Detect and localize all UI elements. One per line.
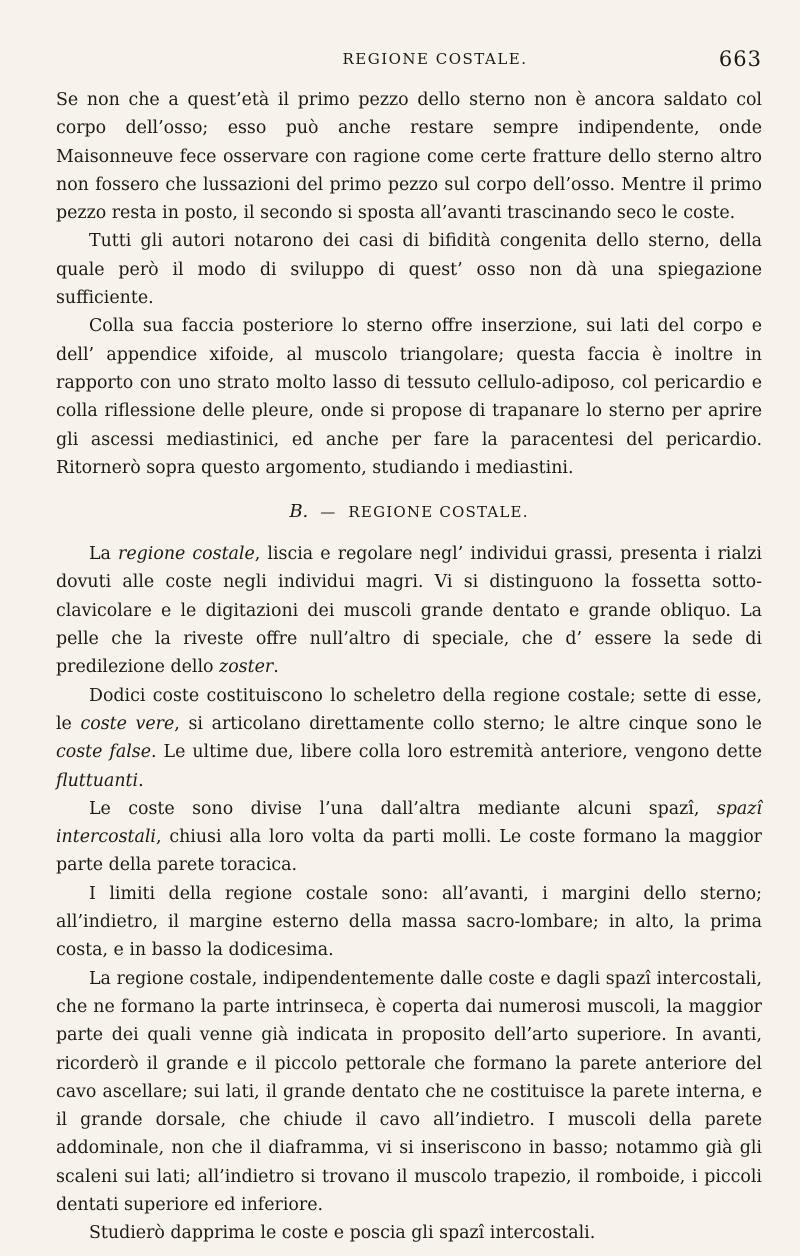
text-run: . xyxy=(138,770,144,791)
running-title: REGIONE COSTALE. xyxy=(342,50,528,68)
section-dash: — xyxy=(320,503,337,522)
paragraph-dodici-coste xyxy=(56,682,762,795)
section-letter: B. xyxy=(289,501,309,523)
paragraph-sternum-fractures: Se non che a quest’età il primo pezzo dello sterno non è ancora saldato col corpo dell’osso; esso può anche restare sempre indipendente, onde Maisonneuve fece osservare con ragione come certe fratture dello sterno altro non fossero che lussazioni del primo pezzo sul corpo dell’osso. Mentre il primo pezzo resta in posto, il secondo si sposta all’avanti trascinando seco le coste. xyxy=(56,90,762,224)
text-run: . Le ultime due, libere colla loro estremità anteriore, vengono dette xyxy=(151,742,762,763)
italic-term: coste vere xyxy=(80,713,175,734)
text-run: , liscia e regolare negl’ individui grassi, presenta i rialzi dovuti alle coste negli individui magri. Vi si distinguono la fossetta sotto-clavicolare e le digitazioni dei muscoli grande dentato e grande obliquo. La pelle che la riveste offre null’altro di speciale, che d’ essere la sede di predilezione dello xyxy=(56,544,762,678)
running-header xyxy=(108,44,762,74)
paragraph-limiti: I limiti della regione costale sono: all’avanti, i margini dello sterno; all’indietro, il margine esterno della massa sacro-lombare; in alto, la prima costa, e in basso la dodicesima. xyxy=(56,883,762,961)
section-heading xyxy=(56,498,762,526)
text-run: , si articolano direttamente collo sterno; le altre cinque sono le xyxy=(174,713,762,734)
body-text xyxy=(56,86,762,1248)
paragraph-studiero: Studierò dapprima le coste e poscia gli spazî intercostali. xyxy=(89,1223,596,1244)
text-run: . xyxy=(273,657,279,678)
italic-term: regione costale xyxy=(118,544,255,565)
paragraph-spazi-intercostali xyxy=(56,795,762,880)
text-run: La xyxy=(89,544,119,565)
italic-term: coste false xyxy=(56,742,151,763)
text-run: , chiusi alla loro volta da parti molli. Le coste formano la maggior parte della parete toracica. xyxy=(56,827,762,876)
page-number: 663 xyxy=(718,47,762,71)
section-title: REGIONE COSTALE. xyxy=(348,503,529,522)
paragraph-bifidity: Tutti gli autori notarono dei casi di bifidità congenita dello sterno, della quale però il modo di sviluppo di quest’ osso non dà una spiegazione sufficiente. xyxy=(56,231,762,309)
paragraph-regione-costale xyxy=(56,540,762,681)
paragraph-posterior-face: Colla sua faccia posteriore lo sterno offre inserzione, sui lati del corpo e dell’ appendice xifoide, al muscolo triangolare; questa faccia è inoltre in rapporto con uno strato molto lasso di tessuto cellulo-adiposo, col pericardio e colla riflessione delle pleure, onde si propose di trapanare lo sterno per aprire gli ascessi mediastinici, ed anche per fare la paracentesi del pericardio. Ritornerò sopra questo argomento, studiando i mediastini. xyxy=(56,316,762,478)
italic-term: spazî intercostali xyxy=(56,798,762,848)
text-run: Le coste sono divise l’una dall’altra mediante alcuni spazî, xyxy=(89,798,717,819)
text-run: Dodici coste costituiscono lo scheletro della regione costale; sette di esse, le xyxy=(56,685,762,734)
italic-term: zoster xyxy=(219,657,274,678)
italic-term: fluttuanti xyxy=(56,770,139,791)
paragraph-muscoli: La regione costale, indipendentemente dalle coste e dagli spazî intercostali, che ne formano la parte intrinseca, è coperta dai numerosi muscoli, la maggior parte dei quali venne già indicata in proposito dell’arto superiore. In avanti, ricorderò il grande e il piccolo pettorale che formano la parete anteriore del cavo ascellare; sui lati, il grande dentato che ne costituisce la parete interna, e il grande dorsale, che chiude il cavo all’indietro. I muscoli della parete addominale, non che il diaframma, vi si inseriscono in basso; notammo già gli scaleni sui lati; all’indietro si trovano il muscolo trapezio, il romboide, i piccoli dentati superiore ed inferiore. xyxy=(56,968,762,1215)
